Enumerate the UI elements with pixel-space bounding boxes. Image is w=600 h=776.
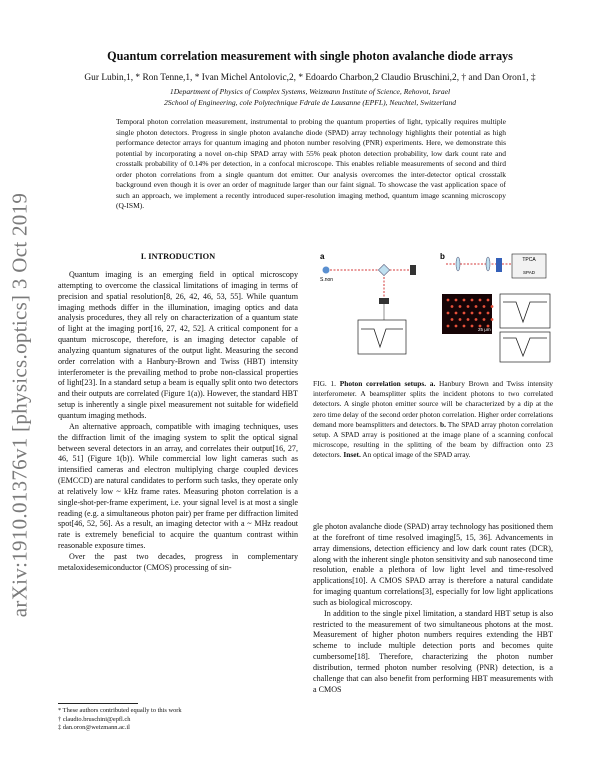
spad-pixel	[447, 325, 450, 328]
footnote-rule	[58, 703, 138, 704]
spad-pixel	[463, 325, 466, 328]
affiliations	[60, 87, 560, 108]
spad-label: SPAD	[523, 270, 535, 275]
author-list: Gur Lubin,1, * Ron Tenne,1, * Ivan Michel Antolovic,2, * Edoardo Charbon,2 Claudio Bruschini,2, † and Dan Oron1, ‡	[84, 73, 536, 83]
left-column	[58, 270, 298, 574]
caption-a-text: Hanbury Brown and Twiss intensity interferometer. A beamsplitter splits the incident photons to two correlated detectors. A single photon emitter source will be characterized by a dip at the zero time delay of the second order photon correlation. Higher order correlations demand more beamsplitters and detectors.	[313, 379, 553, 429]
arxiv-identifier: arXiv:1910.01376v1 [physics.optics] 3 Oct 2019	[7, 192, 32, 618]
caption-inset-text: An optical image of the SPAD array.	[362, 450, 471, 460]
paragraph: An alternative approach, compatible with imaging techniques, uses the diffraction limit of the imaging system to split the optical signal between several detectors in an array, and correlates their output[16, 27, 46, 51] (Figure 1(b)). While commercial low light cameras such as intensified cameras and electron multiplying charge coupled devices (EMCCD) are natural candidates to perform such tasks, they operate only at relatively low ~ kHz frame rates. Measuring photon correlation is a single-shot-per-frame experiment, i.e. your signal level is at most a single reading (e.g. a simultaneous photon pair) per frame per diffraction limited spot[46, 52, 56]. As a result, an imaging detector with a ~ MHz readout rate is extremely beneficial to acquire the quantum contrast within reasonable exposure times.	[58, 421, 298, 551]
caption-inset-label: Inset.	[343, 450, 361, 460]
caption-b-text: The SPAD array photon correlation setup. A SPAD array is positioned at the image plane of a scanning confocal microscope, resulting in the splitting of the beam by diffraction onto 23 detectors.	[313, 419, 553, 460]
caption-a-label: a.	[429, 379, 436, 388]
spad-pixel	[475, 318, 478, 321]
spad-pixel	[451, 318, 454, 321]
figure-caption	[313, 379, 553, 461]
spad-pixel	[451, 305, 454, 308]
spad-pixel	[467, 318, 470, 321]
spad-pixel	[471, 325, 474, 328]
detector-icon	[410, 265, 416, 275]
footnote: † claudio.bruschini@epfl.ch	[58, 715, 131, 723]
paper-title: Quantum correlation measurement with single photon avalanche diode arrays	[107, 49, 513, 63]
spad-pixel	[491, 305, 494, 308]
abstract: Temporal photon correlation measurement, instrumental to probing the quantum properties of light, typically requires multiple single photon detectors. Progress in single photon avalanche diode (SPAD) array technology highlights their potential as high performance detector arrays for quantum imaging and photon number resolving (PNR) experiments. Here, we demonstrate this potential by incorporating a novel on-chip SPAD array with 55% peak photon detection probability, low dark count rate and crosstalk probability of 0.14% per detection, in a confocal microscope. This enables reliable measurements of second and third order photon correlations from a single quantum dot emitter. Our analysis overcomes the inter-detector optical crosstalk background even though it is over an order of magnitude larger than our faint signal. To showcase the vast application space of such an approach, we implement a recently introduced super-resolution imaging method, quantum image scanning microscopy (Q-ISM).	[116, 117, 506, 210]
correlation-inset-a	[358, 320, 406, 354]
footnote: * These authors contributed equally to this work	[58, 707, 182, 714]
spad-pixel	[475, 305, 478, 308]
detector-icon	[379, 298, 389, 304]
beamsplitter-icon	[378, 264, 389, 275]
footnote: ‡ dan.oron@weizmann.ac.il	[58, 724, 130, 732]
spad-pixel	[491, 318, 494, 321]
scale-label: 25 μm	[478, 327, 491, 332]
spad-pixel	[479, 299, 482, 302]
spad-pixel	[447, 299, 450, 302]
spad-pixel	[459, 305, 462, 308]
spad-pixel	[467, 305, 470, 308]
spad-pixel	[459, 318, 462, 321]
caption-title: Photon correlation setups.	[339, 379, 427, 388]
affiliation-1: 1Department of Physics of Complex Systems, Weizmann Institute of Science, Rehovot, Israel	[169, 87, 451, 96]
spad-pixel	[447, 312, 450, 315]
tcpa-label: TPCA	[522, 257, 536, 263]
paragraph: Quantum imaging is an emerging field in optical microscopy attempting to overcome the classical limitations of imaging in terms of precision and spatial resolution[8, 26, 42, 46, 53, 55]. While quantum imaging methods differ in the illumination, imaging optics and data analysis procedures, they all rely on characterization of a quantum state of light at the imaging port[16, 27, 42, 52]. A critical component for a quantum microscope, therefore, is an imaging detector capable of analyzing quantum signatures of the output light. Measuring the second order correlation with a Hanbury-Brown and Twiss (HBT) intensity interferometer is the prevailing method to probe non-classical properties of light[23]. In a standard setup a beam is equally split onto two detectors and their outputs are correlated (Figure 1(a)). However, the standard HBT setup is inherently a single pixel measurement not suitable for widefield quantum imaging methods.	[58, 270, 298, 420]
spad-pixel	[471, 312, 474, 315]
paragraph: Over the past two decades, progress in complementary metaloxidesemiconductor (CMOS) processing of sin-	[58, 551, 298, 572]
paragraph: gle photon avalanche diode (SPAD) array technology has positioned them at the forefront of time resolved imaging[5, 15, 36]. Advancements in array dimensions, detection efficiency and low dark count rates (DCR), along with the inherent single photon sensitivity and sub nanosecond time resolution, enable a plethora of low light level and time-resolved applications[10]. A CMOS SPAD array is therefore a natural candidate for imaging quantum correlations[3], especially for low light applications such as biological microscopy.	[313, 522, 553, 607]
spad-array-icon	[496, 258, 502, 272]
caption-label: FIG. 1.	[313, 379, 337, 388]
spad-pixel	[471, 299, 474, 302]
section-heading: I. INTRODUCTION	[140, 252, 216, 261]
spad-pixel	[455, 325, 458, 328]
correlation-inset-b	[500, 294, 550, 328]
figure-1	[318, 250, 554, 370]
spad-pixel	[455, 299, 458, 302]
source-label: S.non	[320, 277, 334, 283]
footnotes	[58, 707, 298, 733]
caption-b-label: b.	[439, 419, 446, 429]
spad-pixel	[455, 312, 458, 315]
paragraph: In addition to the single pixel limitation, a standard HBT setup is also restricted to the measurement of two simultaneous photons at the most. Measurement of higher photon numbers requires extending the HBT scheme to include multiple detection ports and becomes quite cumbersome[18]. Therefore, characterizing the photon number distribution, termed photon number resolving (PNR) detection, is a challenge that can also benefit from performing HBT measurements with a CMOS	[313, 608, 553, 694]
spad-pixel	[463, 312, 466, 315]
spad-pixel	[479, 312, 482, 315]
affiliation-2: 2School of Engineering, cole Polytechnique Fdrale de Lausanne (EPFL), Neuchtel, Switzerland	[163, 97, 457, 107]
source-icon	[323, 267, 330, 274]
spad-pixel	[487, 299, 490, 302]
spad-pixel	[487, 312, 490, 315]
right-column	[313, 522, 553, 696]
panel-a-label: a	[320, 252, 325, 261]
lens-icon	[456, 257, 460, 271]
correlation-inset-c	[500, 332, 550, 362]
spad-pixel	[483, 318, 486, 321]
panel-b-label: b	[440, 252, 445, 261]
spad-pixel	[483, 305, 486, 308]
spad-pixel	[463, 299, 466, 302]
lens-icon	[486, 257, 490, 271]
